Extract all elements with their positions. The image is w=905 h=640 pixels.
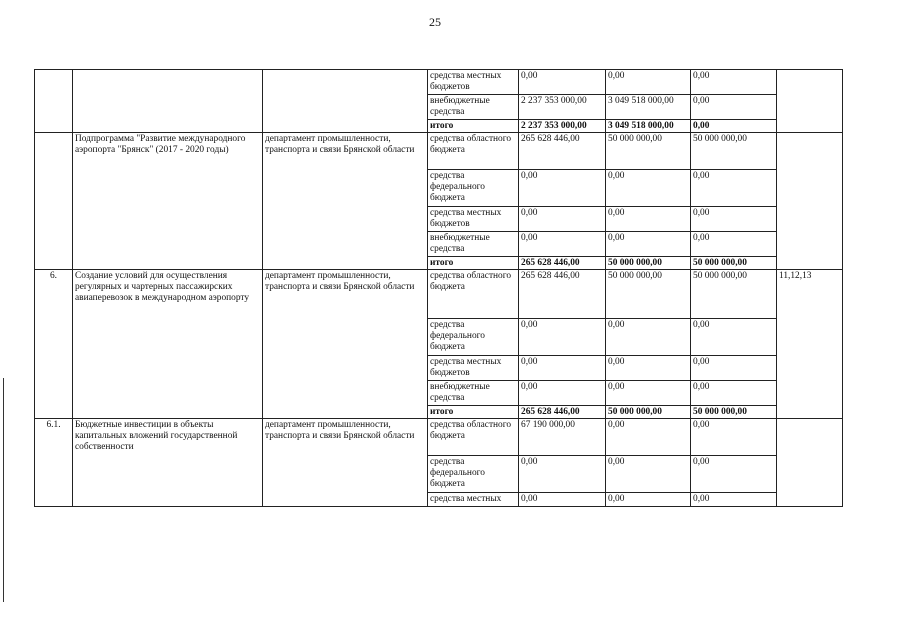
- amount-cell: 0,00: [519, 232, 606, 257]
- amount-cell: 3 049 518 000,00: [606, 95, 691, 120]
- funding-source-cell: внебюджетные средства: [428, 95, 519, 120]
- funding-source-cell: средства местных бюджетов: [428, 356, 519, 381]
- amount-cell: 0,00: [691, 319, 777, 356]
- row-number-cell: [35, 133, 73, 270]
- indicator-cell: [777, 70, 843, 133]
- amount-cell: 0,00: [606, 207, 691, 232]
- funding-source-cell: средства федерального бюджета: [428, 456, 519, 493]
- amount-cell: 0,00: [519, 70, 606, 95]
- amount-cell: 67 190 000,00: [519, 419, 606, 456]
- budget-table: [34, 69, 843, 507]
- indicator-cell: [777, 133, 843, 270]
- amount-cell: 265 628 446,00: [519, 133, 606, 170]
- amount-cell: 0,00: [691, 95, 777, 120]
- amount-cell: 0,00: [606, 170, 691, 207]
- executor-cell: департамент промышленности, транспорта и связи Брянской области: [263, 133, 428, 270]
- scan-edge-mark: [3, 378, 4, 602]
- measure-name-cell: [73, 70, 263, 133]
- amount-cell: 50 000 000,00: [606, 406, 691, 419]
- row-number-cell: [35, 70, 73, 133]
- funding-source-cell: средства местных бюджетов: [428, 207, 519, 232]
- table-row: [35, 270, 843, 319]
- funding-source-cell: внебюджетные средства: [428, 381, 519, 406]
- row-number-cell: 6.1.: [35, 419, 73, 507]
- amount-cell: 0,00: [691, 232, 777, 257]
- amount-cell: 0,00: [519, 170, 606, 207]
- amount-cell: 50 000 000,00: [691, 133, 777, 170]
- table-row: [35, 133, 843, 170]
- amount-cell: 50 000 000,00: [606, 257, 691, 270]
- indicator-cell: [777, 419, 843, 507]
- amount-cell: 265 628 446,00: [519, 270, 606, 319]
- funding-source-cell: средства областного бюджета: [428, 133, 519, 170]
- funding-source-cell: средства местных бюджетов: [428, 70, 519, 95]
- amount-cell: 0,00: [606, 493, 691, 507]
- amount-cell: 0,00: [691, 456, 777, 493]
- executor-cell: департамент промышленности, транспорта и связи Брянской области: [263, 270, 428, 419]
- funding-source-cell: итого: [428, 120, 519, 133]
- measure-name-cell: Подпрограмма "Развитие международного аэропорта "Брянск" (2017 - 2020 годы): [73, 133, 263, 270]
- amount-cell: 2 237 353 000,00: [519, 120, 606, 133]
- funding-source-cell: средства областного бюджета: [428, 419, 519, 456]
- amount-cell: 3 049 518 000,00: [606, 120, 691, 133]
- funding-source-cell: итого: [428, 257, 519, 270]
- amount-cell: 0,00: [691, 419, 777, 456]
- table-row: [35, 419, 843, 456]
- amount-cell: 0,00: [606, 456, 691, 493]
- funding-source-cell: средства федерального бюджета: [428, 170, 519, 207]
- row-number-cell: 6.: [35, 270, 73, 419]
- amount-cell: 0,00: [519, 319, 606, 356]
- amount-cell: 0,00: [691, 70, 777, 95]
- funding-source-cell: средства местных: [428, 493, 519, 507]
- amount-cell: 0,00: [519, 493, 606, 507]
- amount-cell: 0,00: [691, 356, 777, 381]
- amount-cell: 0,00: [606, 381, 691, 406]
- amount-cell: 0,00: [691, 170, 777, 207]
- amount-cell: 0,00: [519, 456, 606, 493]
- measure-name-cell: Создание условий для осуществления регулярных и чартерных пассажирских авиаперевозок в международном аэропорту: [73, 270, 263, 419]
- amount-cell: 0,00: [606, 70, 691, 95]
- executor-cell: [263, 70, 428, 133]
- funding-source-cell: итого: [428, 406, 519, 419]
- page-number: 25: [429, 15, 441, 29]
- amount-cell: 2 237 353 000,00: [519, 95, 606, 120]
- table-row: [35, 70, 843, 95]
- indicator-cell: 11,12,13: [777, 270, 843, 419]
- funding-source-cell: внебюджетные средства: [428, 232, 519, 257]
- amount-cell: 0,00: [691, 120, 777, 133]
- amount-cell: 50 000 000,00: [691, 270, 777, 319]
- funding-source-cell: средства федерального бюджета: [428, 319, 519, 356]
- amount-cell: 0,00: [519, 381, 606, 406]
- amount-cell: 0,00: [606, 419, 691, 456]
- amount-cell: 0,00: [691, 207, 777, 232]
- amount-cell: 265 628 446,00: [519, 406, 606, 419]
- amount-cell: 0,00: [519, 356, 606, 381]
- amount-cell: 0,00: [519, 207, 606, 232]
- amount-cell: 0,00: [606, 356, 691, 381]
- amount-cell: 50 000 000,00: [691, 406, 777, 419]
- amount-cell: 50 000 000,00: [606, 270, 691, 319]
- amount-cell: 50 000 000,00: [691, 257, 777, 270]
- amount-cell: 0,00: [691, 381, 777, 406]
- amount-cell: 0,00: [606, 232, 691, 257]
- amount-cell: 0,00: [606, 319, 691, 356]
- funding-source-cell: средства областного бюджета: [428, 270, 519, 319]
- measure-name-cell: Бюджетные инвестиции в объекты капитальных вложений государственной собственности: [73, 419, 263, 507]
- amount-cell: 0,00: [691, 493, 777, 507]
- amount-cell: 265 628 446,00: [519, 257, 606, 270]
- executor-cell: департамент промышленности, транспорта и связи Брянской области: [263, 419, 428, 507]
- amount-cell: 50 000 000,00: [606, 133, 691, 170]
